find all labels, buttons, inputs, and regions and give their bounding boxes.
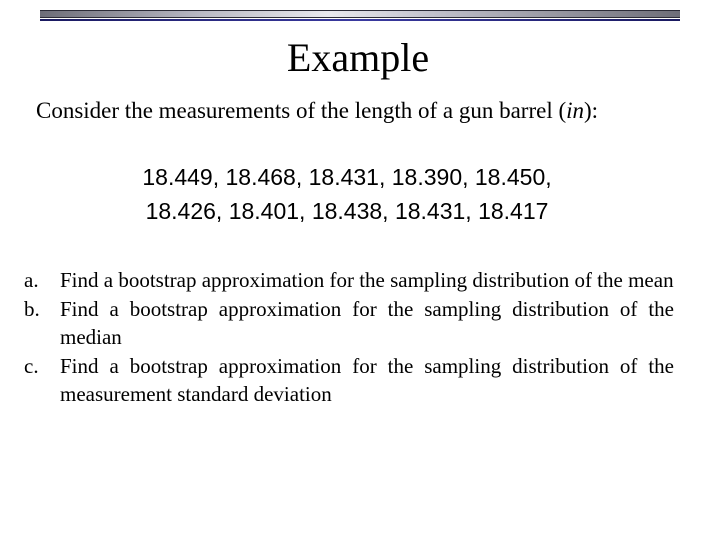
slide-title: Example [286,35,430,80]
task-list [24,266,674,409]
measurements-line-2: 18.426, 18.401, 18.438, 18.431, 18.417 [145,198,549,224]
task-marker-a: a. [24,268,39,292]
intro-suffix: ): [584,98,599,123]
task-item-c [24,352,674,409]
task-item-b [24,295,674,352]
header-decoration-bar [40,10,680,18]
task-text-c: Find a bootstrap approximation for the sampling distribution of the measurement standard deviation [60,353,674,406]
task-text-b: Find a bootstrap approximation for the sampling distribution of the median [60,296,674,349]
header-accent-line [40,19,680,21]
task-marker-c: c. [24,353,39,378]
task-item-a [24,266,674,295]
task-marker-b: b. [24,296,40,321]
intro-text [36,96,696,126]
intro-unit: in [566,98,585,123]
measurements-line-1: 18.449, 18.468, 18.431, 18.390, 18.450, [142,164,552,190]
intro-prefix: Consider the measurements of the length of a gun barrel ( [36,98,567,123]
task-text-a: Find a bootstrap approximation for the sampling distribution of the mean [60,268,674,292]
